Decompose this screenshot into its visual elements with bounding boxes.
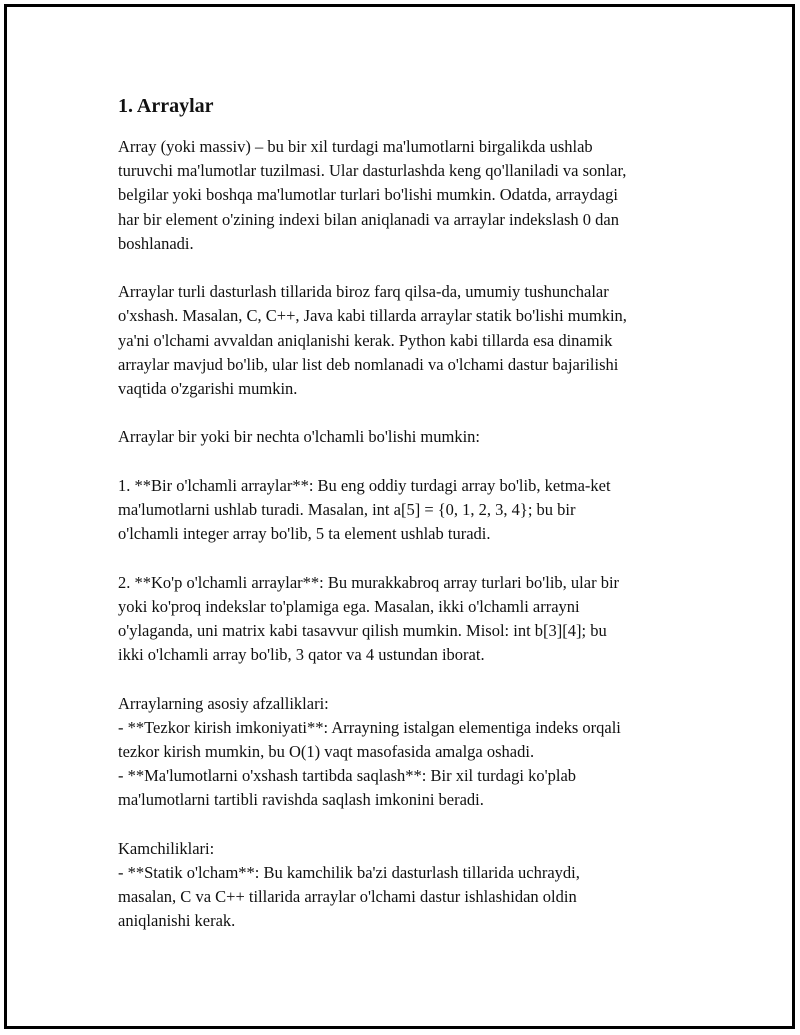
document-body: [118, 94, 698, 958]
text-line: belgilar yoki boshqa ma'lumotlar turlari bo'lishi mumkin. Odatda, arraydagi: [118, 185, 618, 205]
text-line: turuvchi ma'lumotlar tuzilmasi. Ular dasturlashda keng qo'llaniladi va sonlar,: [118, 161, 627, 181]
text-line: o'xshash. Masalan, C, C++, Java kabi tillarda arraylar statik bo'lishi mumkin,: [118, 306, 627, 326]
paragraph-container: [118, 135, 698, 934]
text-line: tezkor kirish mumkin, bu O(1) vaqt masofasida amalga oshadi.: [118, 742, 535, 761]
paragraph: [118, 692, 698, 813]
text-line: - **Ma'lumotlarni o'xshash tartibda saqlash**: Bir xil turdagi ko'plab: [118, 766, 577, 786]
text-line: - **Statik o'lcham**: Bu kamchilik ba'zi dasturlash tillarida uchraydi,: [118, 863, 580, 882]
text-line: 2. **Ko'p o'lchamli arraylar**: Bu murakkabroq array turlari bo'lib, ular bir: [118, 572, 620, 592]
text-line: Array (yoki massiv) – bu bir xil turdagi ma'lumotlarni birgalikda ushlab: [118, 137, 593, 156]
text-line: Arraylar turli dasturlash tillarida biroz farq qilsa-da, umumiy tushunchalar: [118, 282, 609, 302]
section-heading: 1. Arraylar: [118, 95, 214, 117]
paragraph: [118, 280, 698, 401]
text-line: o'ylaganda, uni matrix kabi tasavvur qilish mumkin. Misol: int b[3][4]; bu: [118, 621, 607, 640]
paragraph: [118, 474, 698, 547]
text-line: aniqlanishi kerak.: [118, 911, 236, 931]
text-line: 1. **Bir o'lchamli arraylar**: Bu eng oddiy turdagi array bo'lib, ketma-ket: [118, 475, 611, 495]
text-line: boshlanadi.: [118, 233, 194, 253]
text-line: Arraylarning asosiy afzalliklari:: [118, 693, 329, 713]
text-line: ma'lumotlarni tartibli ravishda saqlash imkonini beradi.: [118, 790, 484, 810]
text-line: ma'lumotlarni ushlab turadi. Masalan, int a[5] = {0, 1, 2, 3, 4}; bu bir: [118, 500, 576, 519]
paragraph: [118, 571, 698, 668]
text-line: har bir element o'zining indexi bilan aniqlanadi va arraylar indekslash 0 dan: [118, 209, 620, 229]
text-line: o'lchamli integer array bo'lib, 5 ta element ushlab turadi.: [118, 524, 491, 544]
text-line: ikki o'lchamli array bo'lib, 3 qator va 4 ustundan iborat.: [118, 645, 485, 665]
text-line: masalan, C va C++ tillarida arraylar o'lchami dastur ishlashidan oldin: [118, 887, 577, 907]
paragraph: [118, 135, 698, 256]
text-line: vaqtida o'zgarishi mumkin.: [118, 379, 298, 399]
text-line: Arraylar bir yoki bir nechta o'lchamli bo'lishi mumkin:: [118, 427, 480, 447]
paragraph: [118, 425, 698, 449]
text-line: - **Tezkor kirish imkoniyati**: Arrayning istalgan elementiga indeks orqali: [118, 717, 621, 737]
text-line: Kamchiliklari:: [118, 838, 215, 858]
text-line: arraylar mavjud bo'lib, ular list deb nomlanadi va o'lchami dastur bajarilishi: [118, 354, 619, 374]
text-line: yoki ko'proq indekslar to'plamiga ega. Masalan, ikki o'lchamli arrayni: [118, 596, 580, 616]
paragraph: [118, 837, 698, 934]
text-line: ya'ni o'lchami avvaldan aniqlanishi kerak. Python kabi tillarda esa dinamik: [118, 330, 613, 350]
